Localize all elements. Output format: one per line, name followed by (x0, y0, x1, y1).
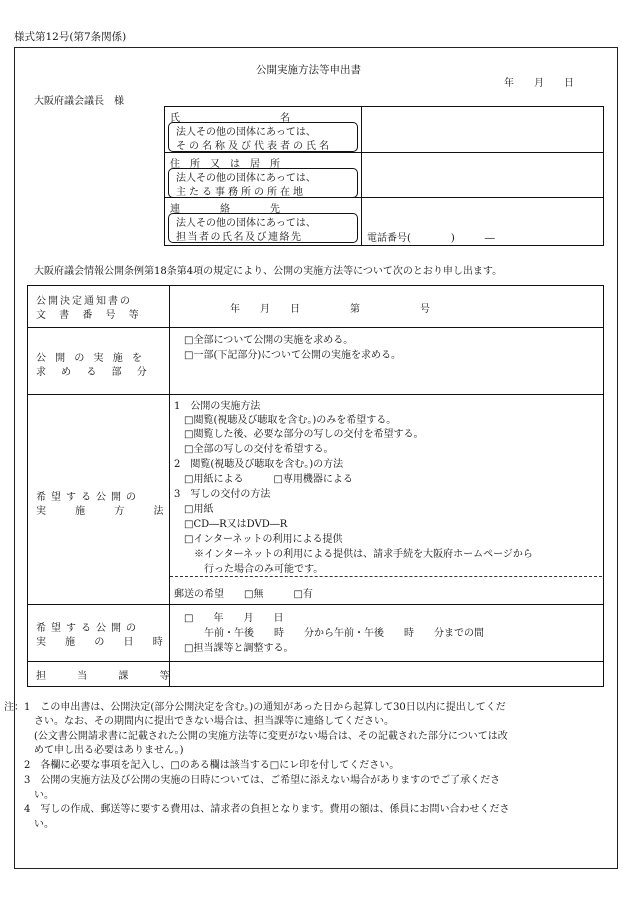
row4-label-1: 希望する公開の (36, 623, 141, 634)
option-partial-checkbox[interactable]: □一部(下記部分)について公開の実施を求める。 (184, 350, 402, 361)
addressee: 大阪府議会議長 様 (34, 96, 124, 107)
method-view-only-checkbox[interactable]: □閲覧(視聴及び聴取を含む。)のみを希望する。 (174, 415, 397, 426)
page-title: 公開実施方法等申出書 (256, 64, 361, 76)
name-note-2: その名称及び代表者の氏名 (176, 141, 332, 152)
copy-paper-checkbox[interactable]: □用紙 (174, 504, 214, 515)
address-note-1: 法人その他の団体にあっては、 (176, 173, 316, 184)
name-label: 氏 名 (170, 113, 290, 124)
date-checkbox[interactable]: □ 年 月 日 (184, 613, 284, 624)
time-range-field[interactable]: 午前・午後 時 分から午前・午後 時 分までの間 (184, 628, 484, 639)
name-note-1: 法人その他の団体にあっては、 (176, 127, 316, 138)
form-number: 様式第12号(第7条関係) (14, 31, 127, 43)
phone-field[interactable]: 電話番号( ) ― (367, 233, 495, 244)
note-line-6: 3 公開の実施方法及び公開の実施の日時については、ご希望に添えない場合がありますのでご了承くださ (4, 775, 501, 786)
note-line-7: い。 (4, 790, 54, 801)
address-label: 住 所 又 は 居 所 (170, 159, 280, 170)
method-view-medium-checkboxes[interactable]: □用紙による □専用機器による (174, 474, 353, 485)
row4-label-2: 実 施 の 日 時 (36, 637, 171, 648)
note-line-5: 2 各欄に必要な事項を記入し、□のある欄は該当する□にレ印を付してください。 (4, 760, 400, 771)
row1-label-2: 文 書 番 号 等 (36, 310, 144, 321)
row2-label-1: 公 開 の 実 施 を (36, 353, 145, 364)
method-line-1: 1 公開の実施方法 (174, 401, 261, 412)
adjust-with-section-checkbox[interactable]: □担当課等と調整する。 (184, 643, 294, 654)
note-line-9: い。 (4, 819, 54, 830)
row5-label: 担 当 課 等 (36, 671, 184, 682)
copy-internet-checkbox[interactable]: □インターネットの利用による提供 (174, 534, 343, 545)
mail-preference-checkboxes[interactable]: 郵送の希望 □無 □有 (174, 589, 313, 600)
method-line-7: 3 写しの交付の方法 (174, 489, 271, 500)
contact-note-1: 法人その他の団体にあっては、 (176, 218, 316, 229)
date-line: 年 月 日 (504, 78, 574, 89)
row3-label-1: 希望する公開の (36, 492, 141, 503)
address-note-2: 主たる事務所の所在地 (176, 187, 306, 198)
note-line-1: 注：1 この申出書は、公開決定(部分公開決定を含む。)の通知があった日から起算して30日以内に提出してくだ (4, 702, 506, 713)
option-all-checkbox[interactable]: □全部について公開の実施を求める。 (184, 335, 354, 346)
contact-note-2: 担当者の氏名及び連絡先 (176, 232, 303, 243)
note-line-8: 4 写しの作成、郵送等に要する費用は、請求者の負担となります。費用の額は、係員にお問い合わせくださ (4, 804, 510, 815)
method-full-copy-checkbox[interactable]: □全部の写しの交付を希望する。 (174, 444, 334, 455)
row1-label-1: 公開決定通知書の (36, 296, 132, 307)
method-view-then-copy-checkbox[interactable]: □閲覧した後、必要な部分の写しの交付を希望する。 (174, 429, 424, 440)
copy-cd-dvd-checkbox[interactable]: □CD―R又はDVD―R (174, 519, 288, 530)
note-line-2: さい。なお、その期間内に提出できない場合は、担当課等に連絡してください。 (4, 716, 394, 727)
contact-label: 連 絡 先 (170, 204, 280, 215)
note-line-4: めて申し出る必要はありません。) (4, 745, 184, 756)
method-line-5: 2 閲覧(視聴及び聴取を含む。)の方法 (174, 459, 344, 470)
internet-note-2: 行った場合のみ可能です。 (174, 564, 324, 575)
intro-text: 大阪府議会情報公開条例第18条第4項の規定により、公開の実施方法等について次のとおり申し出ます。 (34, 266, 503, 277)
internet-note-1: ※インターネットの利用による提供は、請求手続を大阪府ホームページから (174, 549, 533, 560)
row2-label-2: 求 め る 部 分 (36, 367, 153, 378)
notice-number-field[interactable]: 年 月 日 第 号 (230, 304, 430, 315)
row3-label-2: 実 施 方 法 (36, 506, 177, 517)
note-line-3: (公文書公開請求書に記載された公開の実施方法等に変更がない場合は、その記載された部分については改 (4, 731, 508, 742)
